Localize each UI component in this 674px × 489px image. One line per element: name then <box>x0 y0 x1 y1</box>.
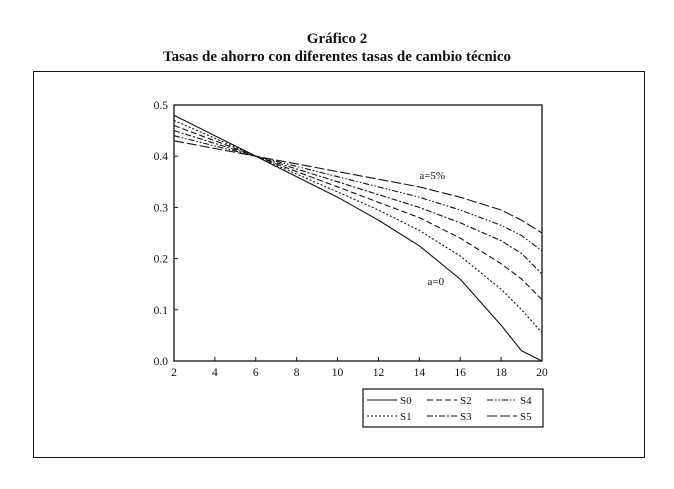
legend-box <box>363 389 543 427</box>
annotation-a-0: a=0 <box>427 276 445 289</box>
legend-label-s0: S0 <box>400 395 412 407</box>
series-line-s5 <box>174 141 542 233</box>
y-tick-label: 0.0 <box>153 356 168 368</box>
x-tick-label: 2 <box>171 367 177 379</box>
legend-label-s3: S3 <box>460 411 472 423</box>
x-tick-label: 20 <box>536 367 548 379</box>
y-tick-label: 0.2 <box>153 253 168 266</box>
legend-label-s5: S5 <box>520 411 532 423</box>
x-tick-label: 8 <box>293 367 300 379</box>
chart-subtitle: Tasas de ahorro con diferentes tasas de cambio técnico <box>162 49 512 65</box>
y-tick-label: 0.5 <box>153 100 168 112</box>
x-tick-label: 18 <box>495 367 507 379</box>
x-tick-label: 14 <box>413 367 426 379</box>
series-line-s0 <box>174 115 542 361</box>
series-line-s4 <box>174 136 542 251</box>
y-tick-label: 0.3 <box>153 202 168 215</box>
x-tick-label: 16 <box>454 367 466 379</box>
chart-title: Gráfico 2 <box>306 31 368 47</box>
y-tick-label: 0.1 <box>153 304 168 317</box>
x-tick-label: 10 <box>331 367 344 379</box>
legend-label-s4: S4 <box>520 395 532 407</box>
x-tick-label: 4 <box>212 367 218 379</box>
y-tick-label: 0.4 <box>153 151 168 164</box>
annotation-a-5pct: a=5% <box>419 170 446 183</box>
legend-label-s2: S2 <box>460 395 472 407</box>
x-tick-label: 6 <box>252 367 259 379</box>
x-tick-label: 12 <box>372 367 385 379</box>
series-line-s3 <box>174 131 542 274</box>
legend-label-s1: S1 <box>400 411 412 423</box>
series-line-s1 <box>174 120 542 332</box>
